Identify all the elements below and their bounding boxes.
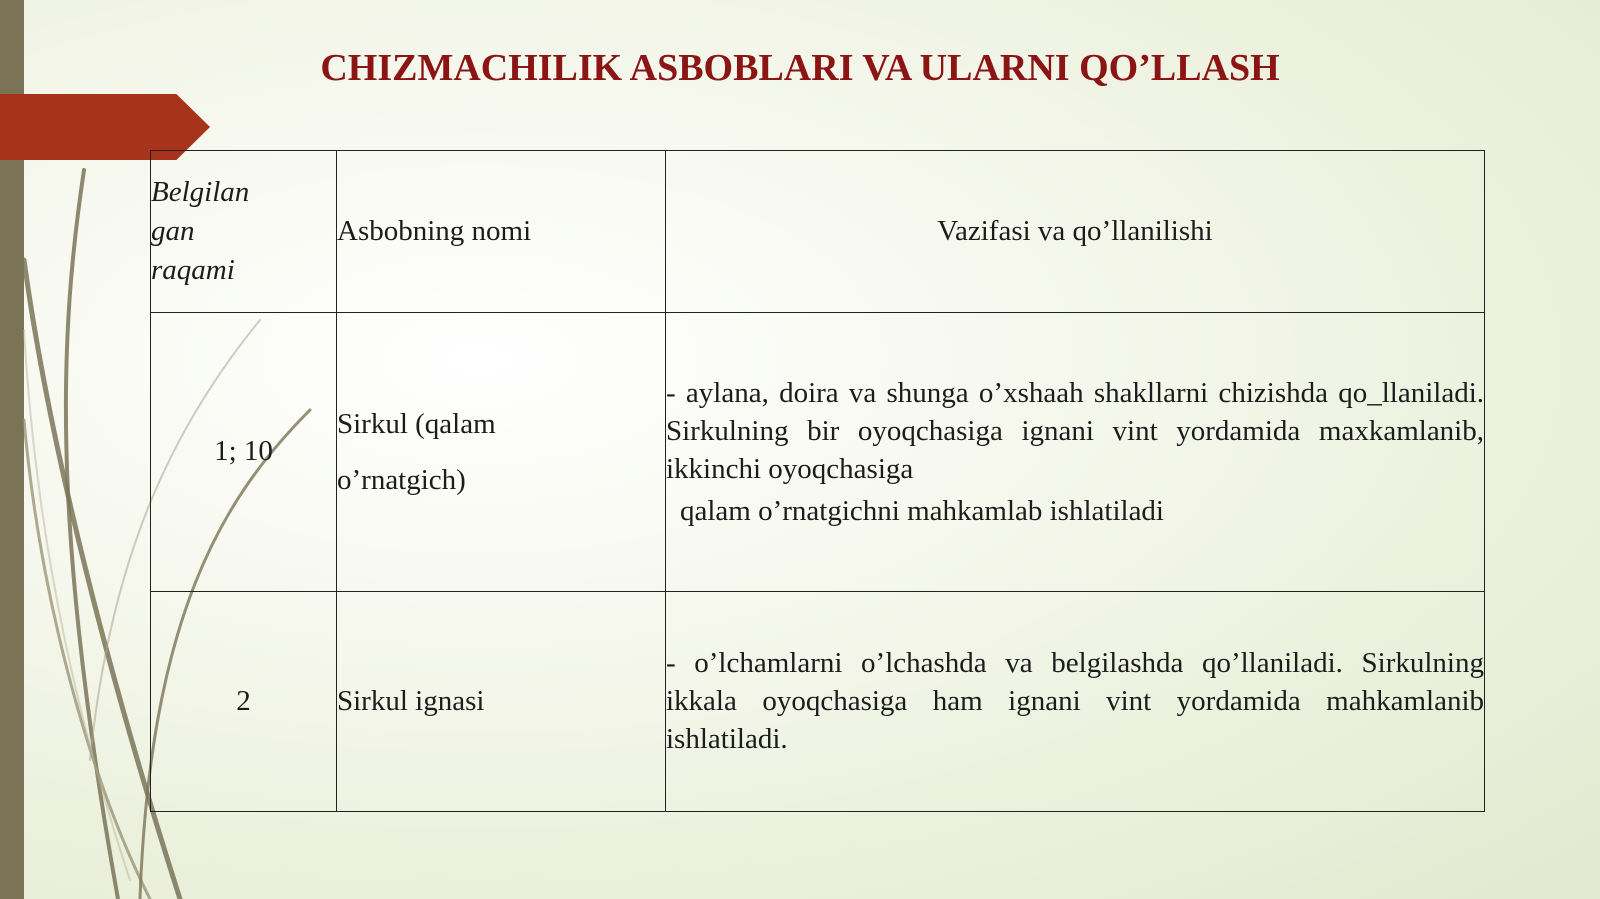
header-number-line: raqami xyxy=(151,254,235,287)
row-description xyxy=(666,591,1485,811)
row-name xyxy=(337,591,666,811)
row-name-line: Sirkul (qalam xyxy=(337,407,496,440)
row-number: 1; 10 xyxy=(151,313,337,591)
header-number-line: gan xyxy=(151,215,195,248)
header-name: Asbobning nomi xyxy=(337,151,666,313)
row-number: 2 xyxy=(151,591,337,811)
row-description-text: - o’lchamlarni o’lchashda va belgilashda qo’llaniladi. Sirkulning ikkala oyoqchasiga ham ignani vint yordamida mahkamlanib ishlatiladi. xyxy=(666,647,1484,756)
row-name xyxy=(337,313,666,591)
header-number-line: Belgilan xyxy=(151,176,250,209)
header-number xyxy=(151,151,337,313)
row-description-text: - aylana, doira va shunga o’xshaah shakllarni chizishda qo_llaniladi. Sirkulning bir oyoqchasiga ignani vint yordamida maxkamlanib, ikkinchi oyoqchasiga xyxy=(666,376,1484,485)
tools-table xyxy=(150,150,1485,812)
row-name-line: o’rnatgich) xyxy=(337,463,466,496)
table-row xyxy=(151,313,1485,591)
table-header-row xyxy=(151,151,1485,313)
slide-title: CHIZMACHILIK ASBOBLARI VA ULARNI QO’LLASH xyxy=(320,47,1280,89)
table-row xyxy=(151,591,1485,811)
row-description xyxy=(666,313,1485,591)
row-description-continuation: qalam o’rnatgichni mahkamlab ishlatiladi xyxy=(680,494,1164,527)
header-description: Vazifasi va qo’llanilishi xyxy=(666,151,1485,313)
row-name-line: Sirkul ignasi xyxy=(337,685,485,718)
